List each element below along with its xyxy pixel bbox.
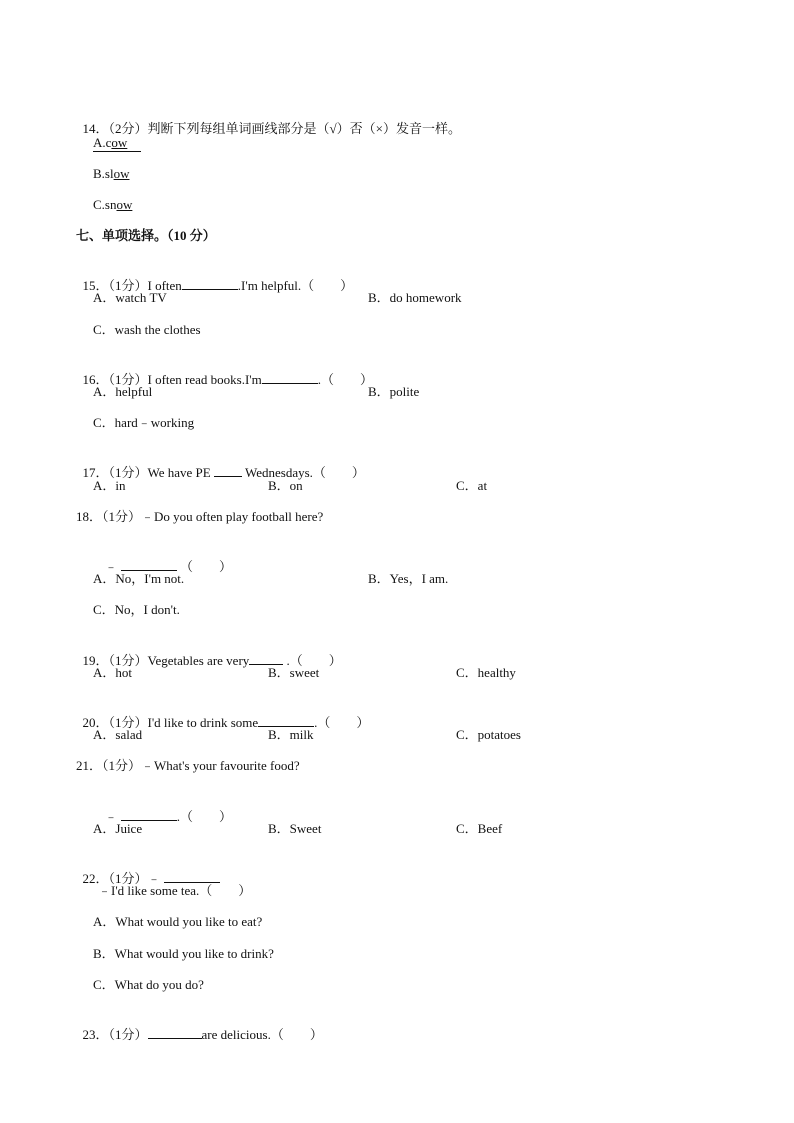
- option-19c[interactable]: C．healthy: [456, 665, 516, 680]
- option-19b[interactable]: B．sweet: [268, 665, 320, 680]
- option-22c[interactable]: C．What do you do?: [93, 977, 204, 992]
- answer-blank[interactable]: [214, 463, 242, 477]
- option-17b[interactable]: B．on: [268, 478, 303, 493]
- question-21: 21．（1分）﹣What's your favourite food?: [76, 758, 300, 773]
- option-14c[interactable]: C.snow: [93, 197, 133, 212]
- option-21a[interactable]: A．Juice: [93, 821, 143, 836]
- option-20c[interactable]: C．potatoes: [456, 727, 521, 742]
- question-14-text: 14．（2分）判断下列每组单词画线部分是（√）否（×）发音一样。: [82, 121, 461, 136]
- question-23: 23．（1分） are delicious.（ ）: [82, 1027, 323, 1042]
- option-16b[interactable]: B．polite: [368, 384, 420, 399]
- question-18-reply: ﹣ （ ）: [104, 559, 233, 574]
- answer-blank[interactable]: [258, 713, 314, 727]
- option-16a[interactable]: A．helpful: [93, 384, 153, 399]
- answer-blank[interactable]: [121, 557, 177, 571]
- question-14: [76, 102, 461, 157]
- option-22a[interactable]: A．What would you like to eat?: [93, 914, 263, 929]
- section-heading: 七、单项选择。（10 分）: [76, 228, 216, 243]
- option-22b[interactable]: B．What would you like to drink?: [93, 946, 274, 961]
- option-15c[interactable]: C．wash the clothes: [93, 322, 201, 337]
- option-21c[interactable]: C．Beef: [456, 821, 503, 836]
- answer-blank[interactable]: [148, 1025, 202, 1039]
- option-19a[interactable]: A．hot: [93, 665, 133, 680]
- option-17a[interactable]: A．in: [93, 478, 126, 493]
- option-18a[interactable]: A．No，I'm not.: [93, 571, 185, 586]
- option-18c[interactable]: C．No，I don't.: [93, 602, 180, 617]
- option-21b[interactable]: B．Sweet: [268, 821, 322, 836]
- answer-blank[interactable]: [249, 651, 283, 665]
- answer-blank[interactable]: [121, 807, 177, 821]
- question-15: 15．（1分）I often .I'm helpful.（ ）: [82, 278, 354, 293]
- option-20a[interactable]: A．salad: [93, 727, 143, 742]
- option-15a[interactable]: A．watch TV: [93, 290, 167, 305]
- question-17: 17．（1分）We have PE Wednesdays.（ ）: [82, 465, 365, 480]
- option-20b[interactable]: B．milk: [268, 727, 314, 742]
- answer-blank[interactable]: [262, 370, 318, 384]
- question-16: 16．（1分）I often read books.I'm .（ ）: [82, 372, 374, 387]
- answer-blank[interactable]: [182, 276, 238, 290]
- answer-blank[interactable]: [164, 869, 220, 883]
- question-22-reply: ﹣I'd like some tea.（ ）: [98, 883, 252, 898]
- question-20: 20．（1分）I'd like to drink some .（ ）: [82, 715, 370, 730]
- option-17c[interactable]: C．at: [456, 478, 488, 493]
- option-14b[interactable]: B.slow: [93, 166, 130, 181]
- question-19: 19．（1分）Vegetables are very .（ ）: [82, 653, 342, 668]
- option-15b[interactable]: B．do homework: [368, 290, 462, 305]
- option-18b[interactable]: B．Yes，I am.: [368, 571, 449, 586]
- question-18: 18．（1分）﹣Do you often play football here?: [76, 509, 324, 524]
- option-14a[interactable]: A.cow: [93, 135, 128, 150]
- question-22: 22．（1分）﹣: [76, 851, 220, 888]
- question-21-reply: ﹣ .（ ）: [104, 809, 233, 824]
- option-16c[interactable]: C．hard﹣working: [93, 415, 195, 430]
